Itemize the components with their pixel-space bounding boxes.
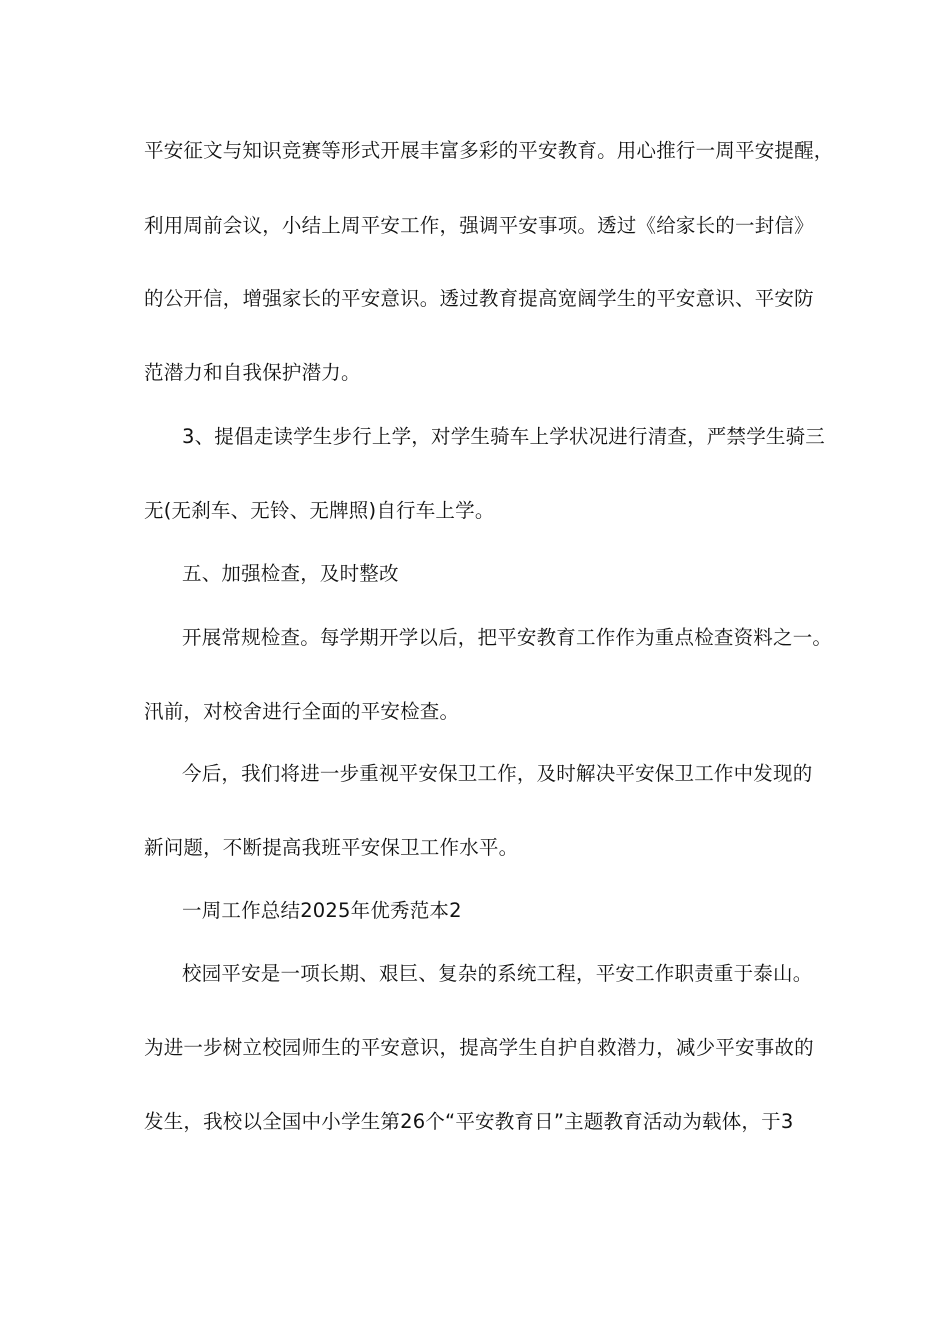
paragraph-line-8: 开展常规检查。每学期开学以后，把平安教育工作作为重点检查资料之一。 bbox=[182, 626, 833, 649]
paragraph-line-9: 汛前，对校舍进行全面的平安检查。 bbox=[144, 700, 460, 723]
paragraph-line-10: 今后，我们将进一步重视平安保卫工作，及时解决平安保卫工作中发现的 bbox=[182, 762, 813, 785]
paragraph-line-3: 的公开信，增强家长的平安意识。透过教育提高宽阔学生的平安意识、平安防 bbox=[144, 287, 814, 310]
paragraph-line-11: 新问题，不断提高我班平安保卫工作水平。 bbox=[144, 836, 519, 859]
paragraph-line-1: 平安征文与知识竞赛等形式开展丰富多彩的平安教育。用心推行一周平安提醒， bbox=[144, 139, 834, 162]
paragraph-line-15: 发生，我校以全国中小学生第26个“平安教育日”主题教育活动为载体，于3 bbox=[144, 1110, 794, 1133]
paragraph-line-13: 校园平安是一项长期、艰巨、复杂的系统工程，平安工作职责重于泰山。 bbox=[182, 962, 813, 985]
paragraph-line-14: 为进一步树立校园师生的平安意识，提高学生自护自救潜力，减少平安事故的 bbox=[144, 1036, 814, 1059]
paragraph-line-2: 利用周前会议，小结上周平安工作，强调平安事项。透过《给家长的一封信》 bbox=[144, 214, 814, 237]
section-heading: 五、加强检查，及时整改 bbox=[182, 562, 399, 585]
paragraph-line-5: 3、提倡走读学生步行上学，对学生骑车上学状况进行清查，严禁学生骑三 bbox=[182, 425, 826, 448]
paragraph-line-4: 范潜力和自我保护潜力。 bbox=[144, 361, 361, 384]
article-title: 一周工作总结2025年优秀范本2 bbox=[182, 899, 462, 922]
paragraph-line-6: 无(无刹车、无铃、无牌照)自行车上学。 bbox=[144, 499, 495, 522]
